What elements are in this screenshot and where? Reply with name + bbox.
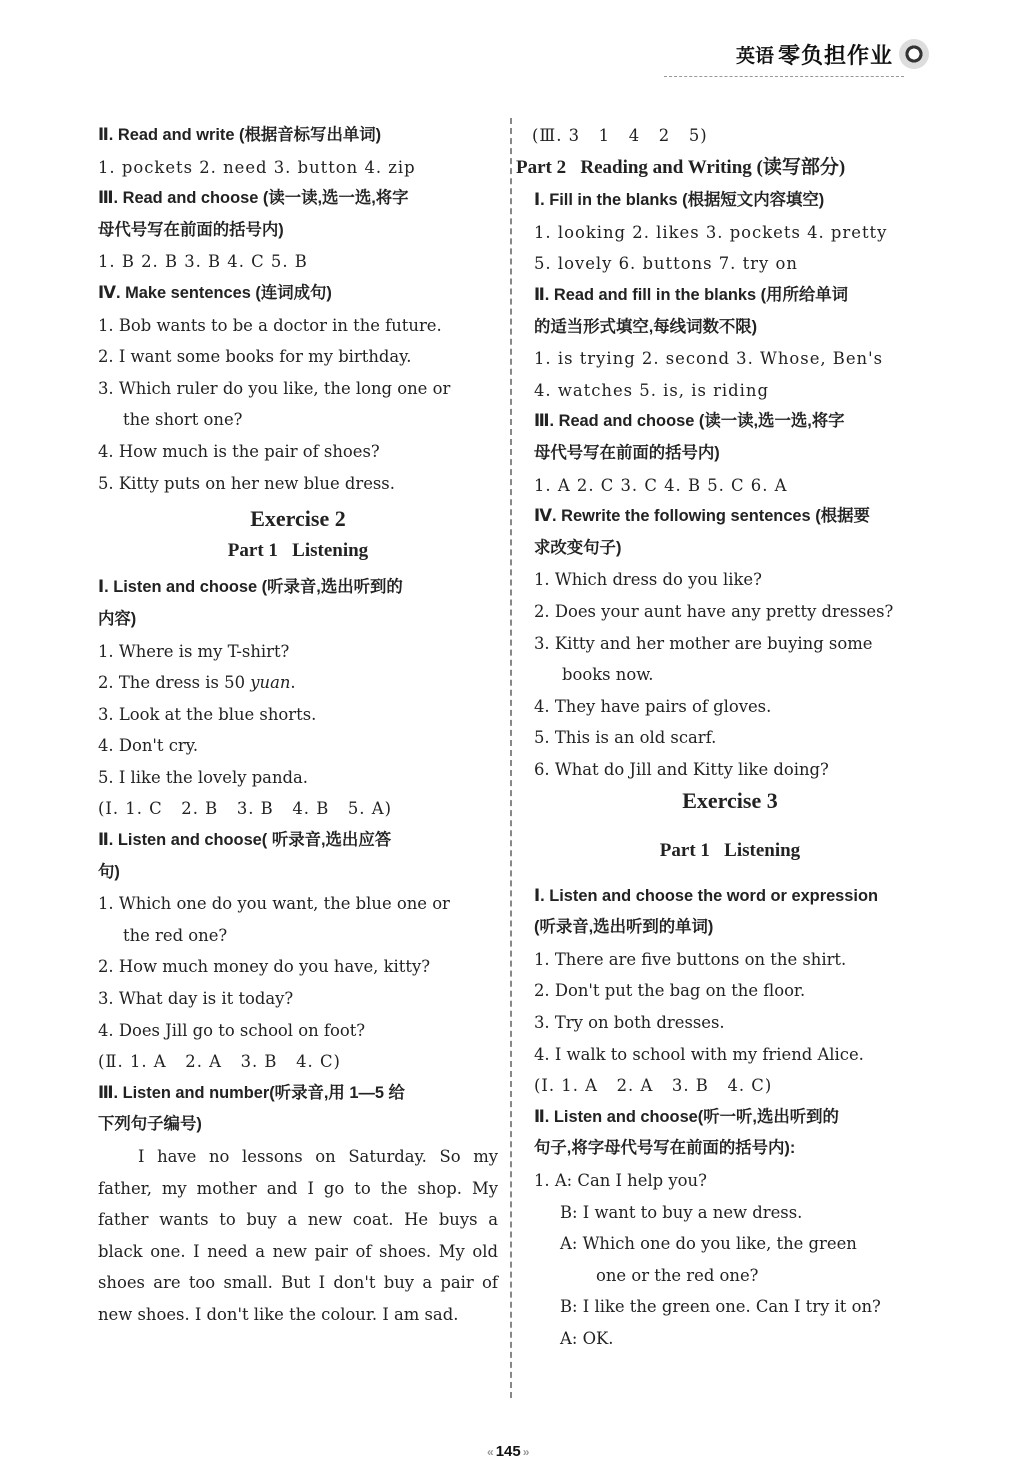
section-heading: Ⅰ. Listen and choose (听录音,选出听到的: [98, 578, 403, 597]
answer-line: 1. pockets 2. need 3. button 4. zip: [98, 157, 416, 177]
dialogue-line: B: I want to buy a new dress.: [560, 1202, 803, 1222]
list-item: 5. Kitty puts on her new blue dress.: [98, 473, 395, 493]
dialogue-line: B: I like the green one. Can I try it on?: [560, 1297, 881, 1317]
decorative-circle-icon: [899, 39, 929, 69]
list-item: 1. Which one do you want, the blue one or: [98, 894, 450, 914]
part-title: Part 2 Reading and Writing (读写部分): [516, 156, 846, 178]
section-heading: Ⅰ. Listen and choose the word or expression: [534, 886, 878, 905]
answer-line: 1. is trying 2. second 3. Whose, Ben's: [534, 349, 884, 369]
list-item: 5. This is an old scarf.: [534, 728, 717, 748]
list-item: 4. Don't cry.: [98, 736, 199, 756]
section-heading: 的适当形式填空,每线词数不限): [534, 317, 758, 336]
section-heading: Ⅲ. Read and choose (读一读,选一选,将字: [534, 412, 845, 431]
page-number: « 145 »: [485, 1443, 531, 1460]
right-column: [516, 120, 940, 1355]
section-heading: Ⅱ. Read and fill in the blanks (用所给单词: [534, 285, 849, 304]
exercise-title: Exercise 3: [682, 788, 778, 814]
list-item: 4. I walk to school with my friend Alice.: [534, 1044, 864, 1064]
list-item: 3. Which ruler do you like, the long one or: [98, 378, 451, 398]
book-title: 零负担作业: [777, 43, 893, 69]
currency-italic: yuan: [250, 673, 291, 693]
section-heading: 句子,将字母代号写在前面的括号内):: [534, 1139, 796, 1158]
exercise-title: Exercise 2: [250, 506, 346, 532]
part-title: Part 1 Listening: [227, 539, 369, 561]
list-item: 3. Try on both dresses.: [534, 1013, 725, 1033]
answer-line: 4. watches 5. is, is riding: [534, 380, 769, 400]
section-heading: 求改变句子): [534, 538, 622, 557]
page-header: [736, 32, 929, 76]
list-item: 4. They have pairs of gloves.: [534, 696, 772, 716]
list-item: books now.: [562, 665, 654, 685]
list-item: 1. There are five buttons on the shirt.: [534, 949, 847, 969]
list-item: 1. Where is my T-shirt?: [98, 641, 290, 661]
answer-line: 1. A 2. C 3. C 4. B 5. C 6. A: [534, 475, 788, 495]
section-heading: 句): [98, 862, 120, 881]
column-divider: [510, 118, 512, 1398]
subject-label: 英语: [735, 44, 774, 67]
list-item: the short one?: [123, 410, 243, 430]
section-heading: Ⅱ. Listen and choose( 听录音,选出应答: [98, 831, 392, 850]
list-item: 6. What do Jill and Kitty like doing?: [534, 759, 829, 779]
list-item: 1. Bob wants to be a doctor in the future.: [98, 315, 442, 335]
part-title: Part 1 Listening: [659, 840, 801, 862]
answer-line: 5. lovely 6. buttons 7. try on: [534, 254, 798, 274]
answer-line: 1. B 2. B 3. B 4. C 5. B: [98, 252, 308, 272]
list-item: 4. How much is the pair of shoes?: [98, 441, 380, 461]
list-item: 5. I like the lovely panda.: [98, 767, 308, 787]
list-item: 2. Does your aunt have any pretty dresses?: [534, 601, 894, 621]
section-heading: Ⅱ. Listen and choose(听一听,选出听到的: [534, 1107, 839, 1126]
answer-line: (Ⅱ. 1. A 2. A 3. B 4. C): [98, 1052, 341, 1072]
section-heading: 下列句子编号): [98, 1115, 202, 1134]
section-heading: Ⅲ. Read and choose (读一读,选一选,将字: [98, 189, 409, 208]
section-heading: 内容): [98, 609, 137, 628]
list-item: 2. Don't put the bag on the floor.: [534, 981, 806, 1001]
list-item: 2. The dress is 50 yuan.: [98, 673, 296, 693]
section-heading: Ⅱ. Read and write (根据音标写出单词): [98, 126, 382, 144]
answer-line: (Ⅰ. 1. A 2. A 3. B 4. C): [534, 1076, 773, 1096]
list-item: 3. Kitty and her mother are buying some: [534, 633, 873, 653]
section-heading: Ⅲ. Listen and number(听录音,用 1—5 给: [98, 1083, 405, 1102]
list-item: 2. How much money do you have, kitty?: [98, 957, 430, 977]
left-column: [98, 120, 498, 1331]
dialogue-line: one or the red one?: [596, 1265, 759, 1285]
answer-line: (Ⅰ. 1. C 2. B 3. B 4. B 5. A): [98, 799, 392, 819]
list-item: 2. I want some books for my birthday.: [98, 347, 412, 367]
dialogue-line: 1. A: Can I help you?: [534, 1171, 707, 1190]
listening-paragraph: I have no lessons on Saturday. So my father, my mother and I go to the shop. My father wants to buy a new coat. He buys a black one. I need a new pair of shoes. My old shoes are too small. But I don't buy a pair of new shoes. I don't like the colour. I am sad.: [98, 1147, 498, 1324]
list-item: 4. Does Jill go to school on foot?: [98, 1020, 366, 1040]
dialogue-line: A: OK.: [560, 1328, 614, 1348]
list-item: 1. Which dress do you like?: [534, 570, 762, 590]
section-heading: Ⅳ. Rewrite the following sentences (根据要: [534, 507, 870, 526]
section-heading: 母代号写在前面的括号内): [534, 443, 720, 462]
list-item: the red one?: [123, 925, 228, 945]
dialogue-line: A: Which one do you like, the green: [560, 1234, 857, 1254]
answer-line: (Ⅲ. 3 1 4 2 5): [532, 126, 708, 145]
section-heading: Ⅳ. Make sentences (连词成句): [98, 283, 332, 302]
list-item: 3. Look at the blue shorts.: [98, 704, 317, 724]
section-heading: (听录音,选出听到的单词): [534, 918, 714, 937]
answer-line: 1. looking 2. likes 3. pockets 4. pretty: [534, 222, 888, 242]
section-heading: 母代号写在前面的括号内): [98, 220, 284, 239]
section-heading: Ⅰ. Fill in the blanks (根据短文内容填空): [534, 191, 825, 210]
list-item: 3. What day is it today?: [98, 989, 294, 1009]
header-divider: [664, 76, 904, 78]
